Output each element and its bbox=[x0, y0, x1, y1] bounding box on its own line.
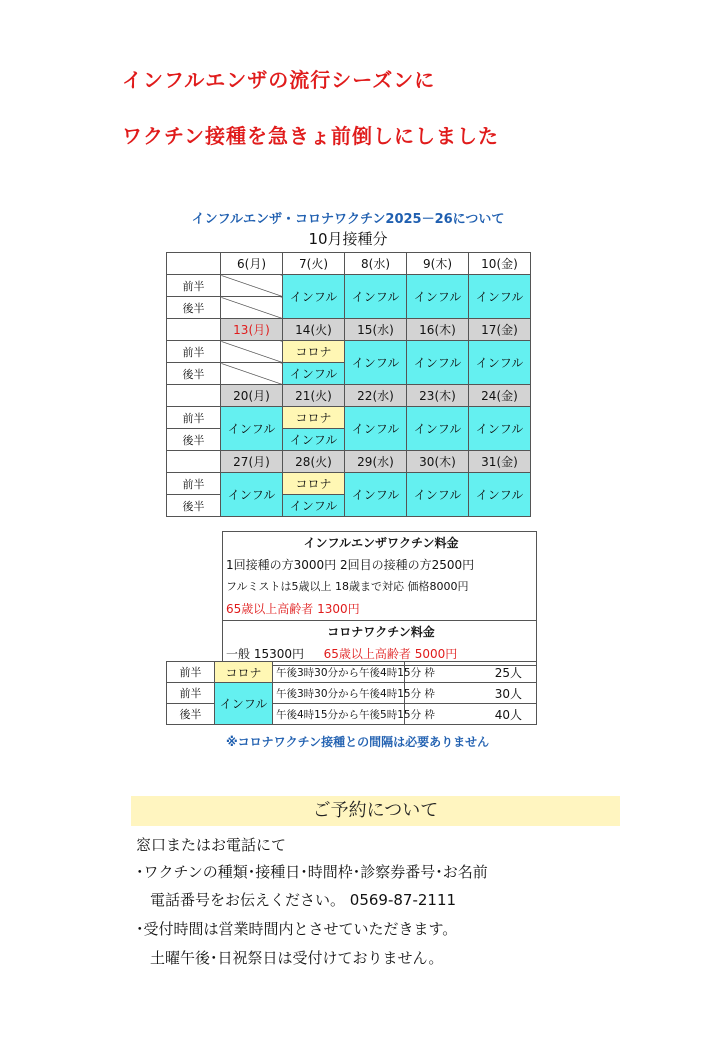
reservation-line-4: ･受付時間は営業時間内とさせていただきます。 bbox=[136, 920, 458, 938]
day-cell: 27(月) bbox=[221, 451, 283, 473]
flu-session-cell: インフル bbox=[407, 341, 469, 385]
interval-note: ※コロナワクチン接種との間隔は必要ありません bbox=[226, 735, 490, 749]
flu-session-cell: インフル bbox=[469, 341, 531, 385]
no-session-cell bbox=[221, 363, 283, 385]
corner-cell bbox=[167, 451, 221, 473]
day-cell: 6(月) bbox=[221, 253, 283, 275]
flu-session-cell: インフル bbox=[345, 275, 407, 319]
flu-session-cell: インフル bbox=[345, 341, 407, 385]
day-cell: 8(水) bbox=[345, 253, 407, 275]
slot-half-label: 前半 bbox=[167, 683, 215, 704]
reservation-line-2: ･ワクチンの種類･接種日･時間枠･診察券番号･お名前 bbox=[136, 863, 488, 881]
time-slot-table bbox=[166, 661, 537, 725]
flu-session-cell: インフル bbox=[469, 275, 531, 319]
day-cell: 9(木) bbox=[407, 253, 469, 275]
fee-box bbox=[222, 531, 537, 666]
slot-capacity: 25人 bbox=[405, 662, 537, 683]
day-cell: 21(火) bbox=[283, 385, 345, 407]
day-cell: 29(水) bbox=[345, 451, 407, 473]
flu-session-cell: インフル bbox=[345, 473, 407, 517]
slot-half-label: 前半 bbox=[167, 662, 215, 683]
covid-session-cell: コロナ bbox=[283, 407, 345, 429]
reservation-line-1: 窓口またはお電話にて bbox=[136, 836, 287, 854]
day-cell: 20(月) bbox=[221, 385, 283, 407]
flu-fee-title: インフルエンザワクチン料金 bbox=[303, 536, 459, 550]
week-4-first-half-row bbox=[167, 473, 531, 495]
day-cell: 7(火) bbox=[283, 253, 345, 275]
schedule-subtitle: 10月接種分 bbox=[308, 230, 388, 248]
slot-half-label: 後半 bbox=[167, 704, 215, 725]
flu-fee-line-1: 1回接種の方3000円 2回目の接種の方2500円 bbox=[226, 558, 475, 572]
week-3-header-row bbox=[167, 385, 531, 407]
corner-cell bbox=[167, 253, 221, 275]
second-half-label: 後半 bbox=[167, 363, 221, 385]
slot-type-flu: インフル bbox=[215, 683, 273, 725]
flu-fee-line-2: フルミストは5歳以上 18歳まで対応 価格8000円 bbox=[226, 580, 469, 593]
flu-session-cell: インフル bbox=[283, 275, 345, 319]
day-cell: 31(金) bbox=[469, 451, 531, 473]
first-half-label: 前半 bbox=[167, 341, 221, 363]
first-half-label: 前半 bbox=[167, 473, 221, 495]
week-1-header-row bbox=[167, 253, 531, 275]
first-half-label: 前半 bbox=[167, 407, 221, 429]
second-half-label: 後半 bbox=[167, 429, 221, 451]
covid-fee-senior: 65歳以上高齢者 5000円 bbox=[323, 647, 458, 661]
week-4-header-row bbox=[167, 451, 531, 473]
day-cell: 23(木) bbox=[407, 385, 469, 407]
slot-capacity: 40人 bbox=[405, 704, 537, 725]
covid-session-cell: コロナ bbox=[283, 473, 345, 495]
week-2-first-half-row bbox=[167, 341, 531, 363]
flu-session-cell: インフル bbox=[407, 275, 469, 319]
second-half-label: 後半 bbox=[167, 297, 221, 319]
flu-session-cell: インフル bbox=[407, 407, 469, 451]
corner-cell bbox=[167, 319, 221, 341]
flu-session-cell: インフル bbox=[469, 407, 531, 451]
day-cell: 22(水) bbox=[345, 385, 407, 407]
slot-time: 午後3時30分から午後4時15分 枠 bbox=[273, 662, 405, 683]
slot-row bbox=[167, 683, 537, 704]
corner-cell bbox=[167, 385, 221, 407]
schedule-table bbox=[166, 252, 531, 517]
flu-session-cell: インフル bbox=[283, 429, 345, 451]
week-1-first-half-row bbox=[167, 275, 531, 297]
first-half-label: 前半 bbox=[167, 275, 221, 297]
slot-row bbox=[167, 662, 537, 683]
flu-fee-senior: 65歳以上高齢者 1300円 bbox=[226, 602, 360, 616]
flu-session-cell: インフル bbox=[283, 363, 345, 385]
no-session-cell bbox=[221, 297, 283, 319]
flu-session-cell: インフル bbox=[407, 473, 469, 517]
day-cell: 28(火) bbox=[283, 451, 345, 473]
second-half-label: 後半 bbox=[167, 495, 221, 517]
reservation-title: ご予約について bbox=[131, 796, 620, 826]
slot-time: 午後4時15分から午後5時15分 枠 bbox=[273, 704, 405, 725]
no-session-cell bbox=[221, 275, 283, 297]
week-3-first-half-row bbox=[167, 407, 531, 429]
flu-session-cell: インフル bbox=[221, 473, 283, 517]
day-cell: 10(金) bbox=[469, 253, 531, 275]
slot-type-covid: コロナ bbox=[215, 662, 273, 683]
no-session-cell bbox=[221, 341, 283, 363]
flu-session-cell: インフル bbox=[345, 407, 407, 451]
covid-fee-general: 一般 15300円 bbox=[226, 647, 304, 661]
schedule-title: インフルエンザ・コロナワクチン2025－26について bbox=[191, 212, 505, 227]
day-cell: 17(金) bbox=[469, 319, 531, 341]
covid-session-cell: コロナ bbox=[283, 341, 345, 363]
reservation-line-5: 土曜午後･日祝祭日は受付けておりません。 bbox=[150, 949, 444, 967]
day-cell: 15(水) bbox=[345, 319, 407, 341]
slot-capacity: 30人 bbox=[405, 683, 537, 704]
flu-session-cell: インフル bbox=[221, 407, 283, 451]
slot-time: 午後3時30分から午後4時15分 枠 bbox=[273, 683, 405, 704]
reservation-phone-line: 電話番号をお伝えください。 0569-87-2111 bbox=[150, 891, 457, 909]
day-cell: 14(火) bbox=[283, 319, 345, 341]
week-2-header-row bbox=[167, 319, 531, 341]
day-cell: 30(木) bbox=[407, 451, 469, 473]
day-cell: 16(木) bbox=[407, 319, 469, 341]
flu-session-cell: インフル bbox=[283, 495, 345, 517]
covid-fee-title: コロナワクチン料金 bbox=[223, 620, 536, 643]
headline-line-2: ワクチン接種を急きょ前倒しにしました bbox=[122, 124, 499, 148]
flu-session-cell: インフル bbox=[469, 473, 531, 517]
day-cell: 24(金) bbox=[469, 385, 531, 407]
holiday-day-cell: 13(月) bbox=[221, 319, 283, 341]
headline-line-1: インフルエンザの流行シーズンに bbox=[122, 68, 436, 92]
